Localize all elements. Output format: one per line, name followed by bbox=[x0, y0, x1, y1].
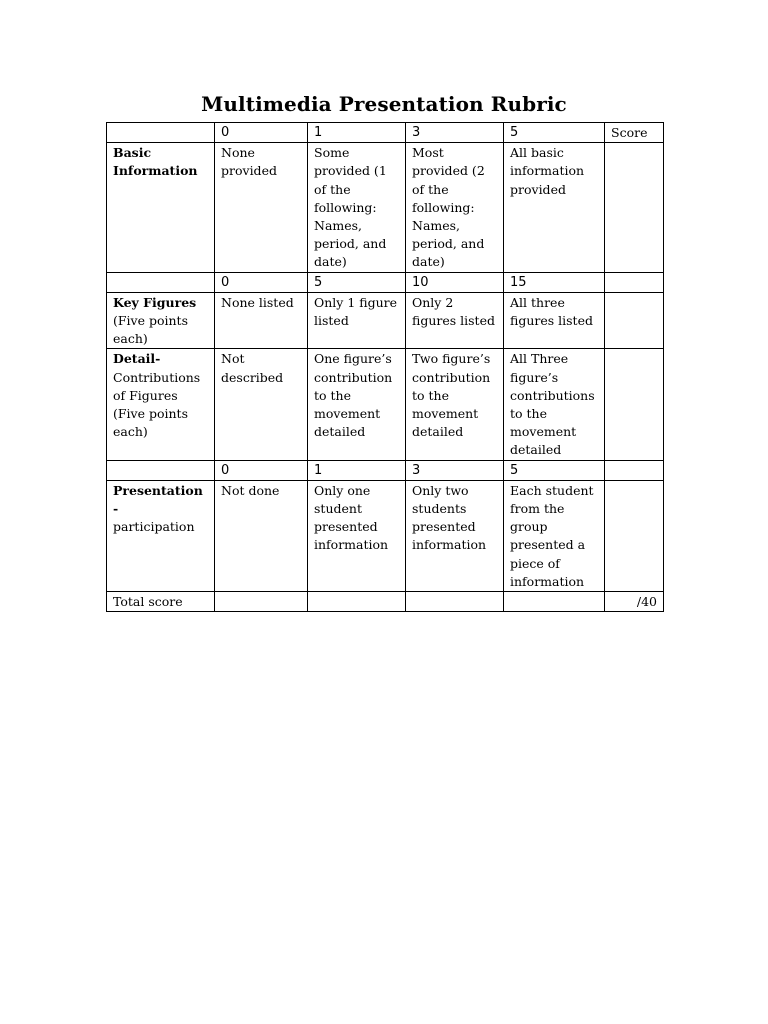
page-title: Multimedia Presentation Rubric bbox=[201, 92, 567, 116]
cell-key-0: None listed bbox=[215, 292, 308, 349]
rubric-table bbox=[106, 122, 664, 612]
points-1: 1 bbox=[308, 460, 406, 480]
cell-key-5: Only 1 figure listed bbox=[308, 292, 406, 349]
cell-detail-10: Two figure’s contribution to the movement detailed bbox=[406, 349, 504, 460]
score-cell bbox=[605, 292, 664, 349]
cell-basic-1: Some provided (1 of the following: Names, period, and date) bbox=[308, 143, 406, 272]
empty-cell bbox=[107, 123, 215, 143]
empty-cell bbox=[406, 592, 504, 612]
points-header-row-2 bbox=[107, 272, 664, 292]
points-0: 0 bbox=[215, 123, 308, 143]
criterion-label: Presentation- participation bbox=[107, 480, 215, 591]
row-key-figures bbox=[107, 292, 664, 349]
cell-presentation-3: Only two students presented information bbox=[406, 480, 504, 591]
points-header-row-3 bbox=[107, 460, 664, 480]
points-10: 10 bbox=[406, 272, 504, 292]
criterion-label: Detail- Contributions of Figures (Five points each) bbox=[107, 349, 215, 460]
cell-basic-0: None provided bbox=[215, 143, 308, 272]
cell-presentation-1: Only one student presented information bbox=[308, 480, 406, 591]
cell-key-15: All three figures listed bbox=[504, 292, 605, 349]
row-basic-information bbox=[107, 143, 664, 272]
row-detail bbox=[107, 349, 664, 460]
empty-cell bbox=[215, 592, 308, 612]
points-5: 5 bbox=[504, 460, 605, 480]
score-cell bbox=[605, 480, 664, 591]
cell-basic-3: Most provided (2 of the following: Names, period, and date) bbox=[406, 143, 504, 272]
cell-detail-0: Not described bbox=[215, 349, 308, 460]
points-15: 15 bbox=[504, 272, 605, 292]
row-presentation bbox=[107, 480, 664, 591]
total-score-label: Total score bbox=[107, 592, 215, 612]
points-5: 5 bbox=[308, 272, 406, 292]
score-cell bbox=[605, 349, 664, 460]
total-score-value: /40 bbox=[605, 592, 664, 612]
points-5: 5 bbox=[504, 123, 605, 143]
cell-presentation-0: Not done bbox=[215, 480, 308, 591]
points-3: 3 bbox=[406, 123, 504, 143]
points-0: 0 bbox=[215, 460, 308, 480]
criterion-label: Key Figures (Five points each) bbox=[107, 292, 215, 349]
points-header-row-1 bbox=[107, 123, 664, 143]
points-1: 1 bbox=[308, 123, 406, 143]
score-cell bbox=[605, 143, 664, 272]
empty-cell bbox=[504, 592, 605, 612]
row-total-score bbox=[107, 592, 664, 612]
criterion-label: Basic Information bbox=[107, 143, 215, 272]
empty-cell bbox=[107, 460, 215, 480]
score-header: Score bbox=[605, 123, 664, 143]
empty-cell bbox=[107, 272, 215, 292]
cell-detail-15: All Three figure’s contributions to the movement detailed bbox=[504, 349, 605, 460]
cell-key-10: Only 2 figures listed bbox=[406, 292, 504, 349]
cell-presentation-5: Each student from the group presented a piece of information bbox=[504, 480, 605, 591]
empty-cell bbox=[308, 592, 406, 612]
points-3: 3 bbox=[406, 460, 504, 480]
cell-detail-5: One figure’s contribution to the movement detailed bbox=[308, 349, 406, 460]
points-0: 0 bbox=[215, 272, 308, 292]
cell-basic-5: All basic information provided bbox=[504, 143, 605, 272]
score-cell bbox=[605, 460, 664, 480]
score-cell bbox=[605, 272, 664, 292]
